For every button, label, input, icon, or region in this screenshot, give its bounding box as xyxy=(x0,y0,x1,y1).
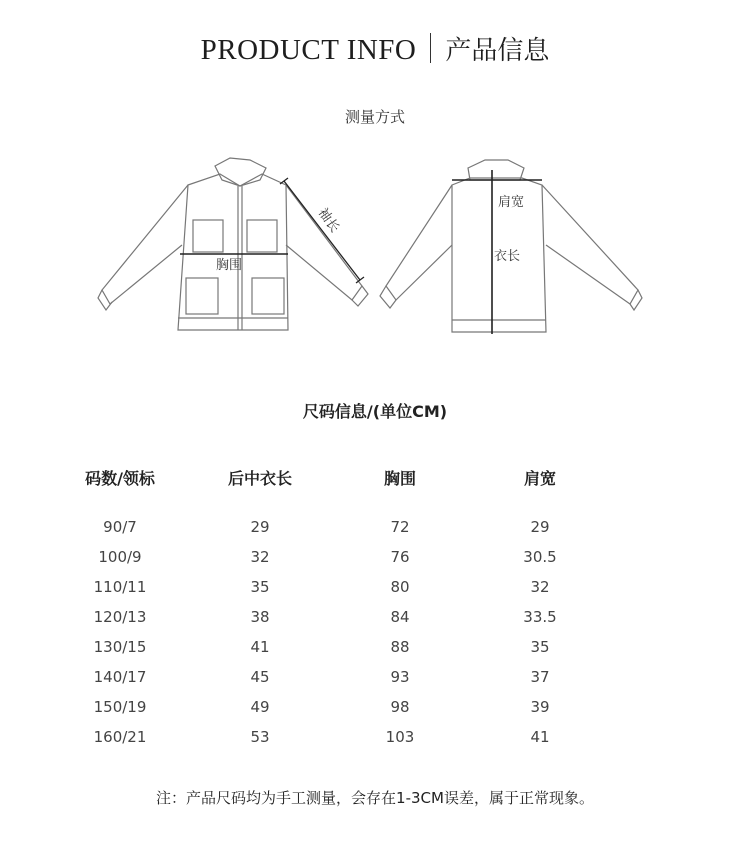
header-shoulder: 肩宽 xyxy=(523,468,556,488)
cell-chest: 72 xyxy=(390,518,410,536)
cell-size: 110/11 xyxy=(93,578,147,596)
cell-length: 38 xyxy=(250,608,270,626)
cell-size: 90/7 xyxy=(103,518,137,536)
cell-shoulder: 33.5 xyxy=(523,608,557,626)
front-jacket-illustration xyxy=(98,158,368,330)
title-english: PRODUCT INFO xyxy=(200,34,417,66)
header-size-label: 码数/领标 xyxy=(85,468,155,488)
table-row xyxy=(50,542,610,572)
cell-chest: 103 xyxy=(385,728,415,746)
cell-length: 41 xyxy=(250,638,270,656)
measurement-diagram xyxy=(90,150,660,350)
cell-size: 160/21 xyxy=(93,728,147,746)
cell-shoulder: 35 xyxy=(530,638,550,656)
cell-size: 100/9 xyxy=(98,548,142,566)
cell-length: 49 xyxy=(250,698,270,716)
table-row xyxy=(50,572,610,602)
cell-chest: 88 xyxy=(390,638,410,656)
cell-size: 140/17 xyxy=(93,668,147,686)
title-chinese: 产品信息 xyxy=(445,36,550,66)
cell-length: 35 xyxy=(250,578,270,596)
cell-size: 130/15 xyxy=(93,638,147,656)
cell-size: 150/19 xyxy=(93,698,147,716)
page-title xyxy=(0,30,750,67)
cell-length: 53 xyxy=(250,728,270,746)
title-divider xyxy=(430,33,431,63)
jacket-diagram-svg xyxy=(90,150,660,350)
cell-shoulder: 30.5 xyxy=(523,548,557,566)
cell-shoulder: 41 xyxy=(530,728,550,746)
cell-chest: 76 xyxy=(390,548,410,566)
cell-size: 120/13 xyxy=(93,608,147,626)
chest-label: 胸围 xyxy=(216,258,243,273)
table-row xyxy=(50,602,610,632)
cell-shoulder: 32 xyxy=(530,578,550,596)
cell-shoulder: 39 xyxy=(530,698,550,716)
table-row xyxy=(50,692,610,722)
sleeve-length-label: 袖长 xyxy=(314,205,342,236)
cell-chest: 93 xyxy=(390,668,410,686)
measurement-note: 注：产品尺码均为手工测量，会存在1-3CM误差，属于正常现象。 xyxy=(156,789,594,807)
cell-shoulder: 29 xyxy=(530,518,550,536)
size-table xyxy=(50,462,610,752)
table-row xyxy=(50,662,610,692)
size-info-title: 尺码信息/(单位CM) xyxy=(302,402,448,421)
cell-chest: 98 xyxy=(390,698,410,716)
cell-length: 45 xyxy=(250,668,270,686)
cell-chest: 80 xyxy=(390,578,410,596)
cell-length: 29 xyxy=(250,518,270,536)
body-length-label: 衣长 xyxy=(494,249,521,264)
header-back-length: 后中衣长 xyxy=(227,468,292,488)
cell-shoulder: 37 xyxy=(530,668,550,686)
table-row xyxy=(50,512,610,542)
cell-chest: 84 xyxy=(390,608,410,626)
header-chest: 胸围 xyxy=(383,468,416,488)
table-row xyxy=(50,632,610,662)
shoulder-width-label: 肩宽 xyxy=(498,195,525,210)
back-jacket-illustration xyxy=(380,160,642,332)
table-row xyxy=(50,722,610,752)
cell-length: 32 xyxy=(250,548,270,566)
measurement-method-title: 测量方式 xyxy=(344,108,405,126)
table-header-row xyxy=(50,462,610,512)
